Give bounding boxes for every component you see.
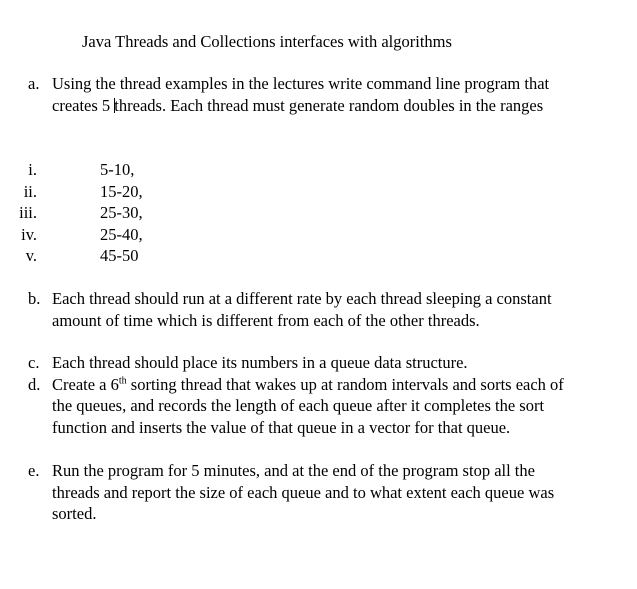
list-marker: d. [28,374,41,394]
list-item-text: Each thread should place its numbers in a queue data structure. [52,353,468,372]
list-item-text: Create a 6th sorting thread that wakes up at random intervals and sorts each of the queues, and records the length of each queue after it completes the sort function and inserts the value of that queue in a vector for that queue. [52,374,564,437]
list-marker: e. [28,461,40,480]
range-item [0,181,300,203]
document-title: Java Threads and Collections interfaces with algorithms [82,32,452,51]
list-item-text: Each thread should run at a different rate by each thread sleeping a constant amount of time which is different from each of the other threads. [52,289,552,330]
range-numeral: ii. [23,181,37,201]
list-marker: c. [28,353,40,372]
range-numeral: iii. [19,203,37,222]
range-item [0,224,300,246]
list-marker: b. [28,289,41,308]
range-numeral: i. [28,160,37,179]
range-value: 25-30, [100,203,143,222]
list-item-text: Run the program for 5 minutes, and at the end of the program stop all the threads and report the size of each queue and to what extent each queue was sorted. [52,461,555,523]
list-item-text: Using the thread examples in the lectures write command line program that creates 5 threads. Each thread must generate random doubles in the ranges [52,74,550,115]
range-item [0,159,300,181]
range-value: 45-50 [100,246,139,265]
list-marker: a. [28,74,40,93]
range-item [0,245,300,267]
range-value: 25-40, [100,224,143,244]
range-numeral: v. [25,246,37,265]
range-value: 5-10, [100,160,135,179]
range-numeral: iv. [21,224,37,244]
range-value: 15-20, [100,181,143,201]
ordinal-suffix: th [118,375,127,386]
range-item [0,202,300,224]
